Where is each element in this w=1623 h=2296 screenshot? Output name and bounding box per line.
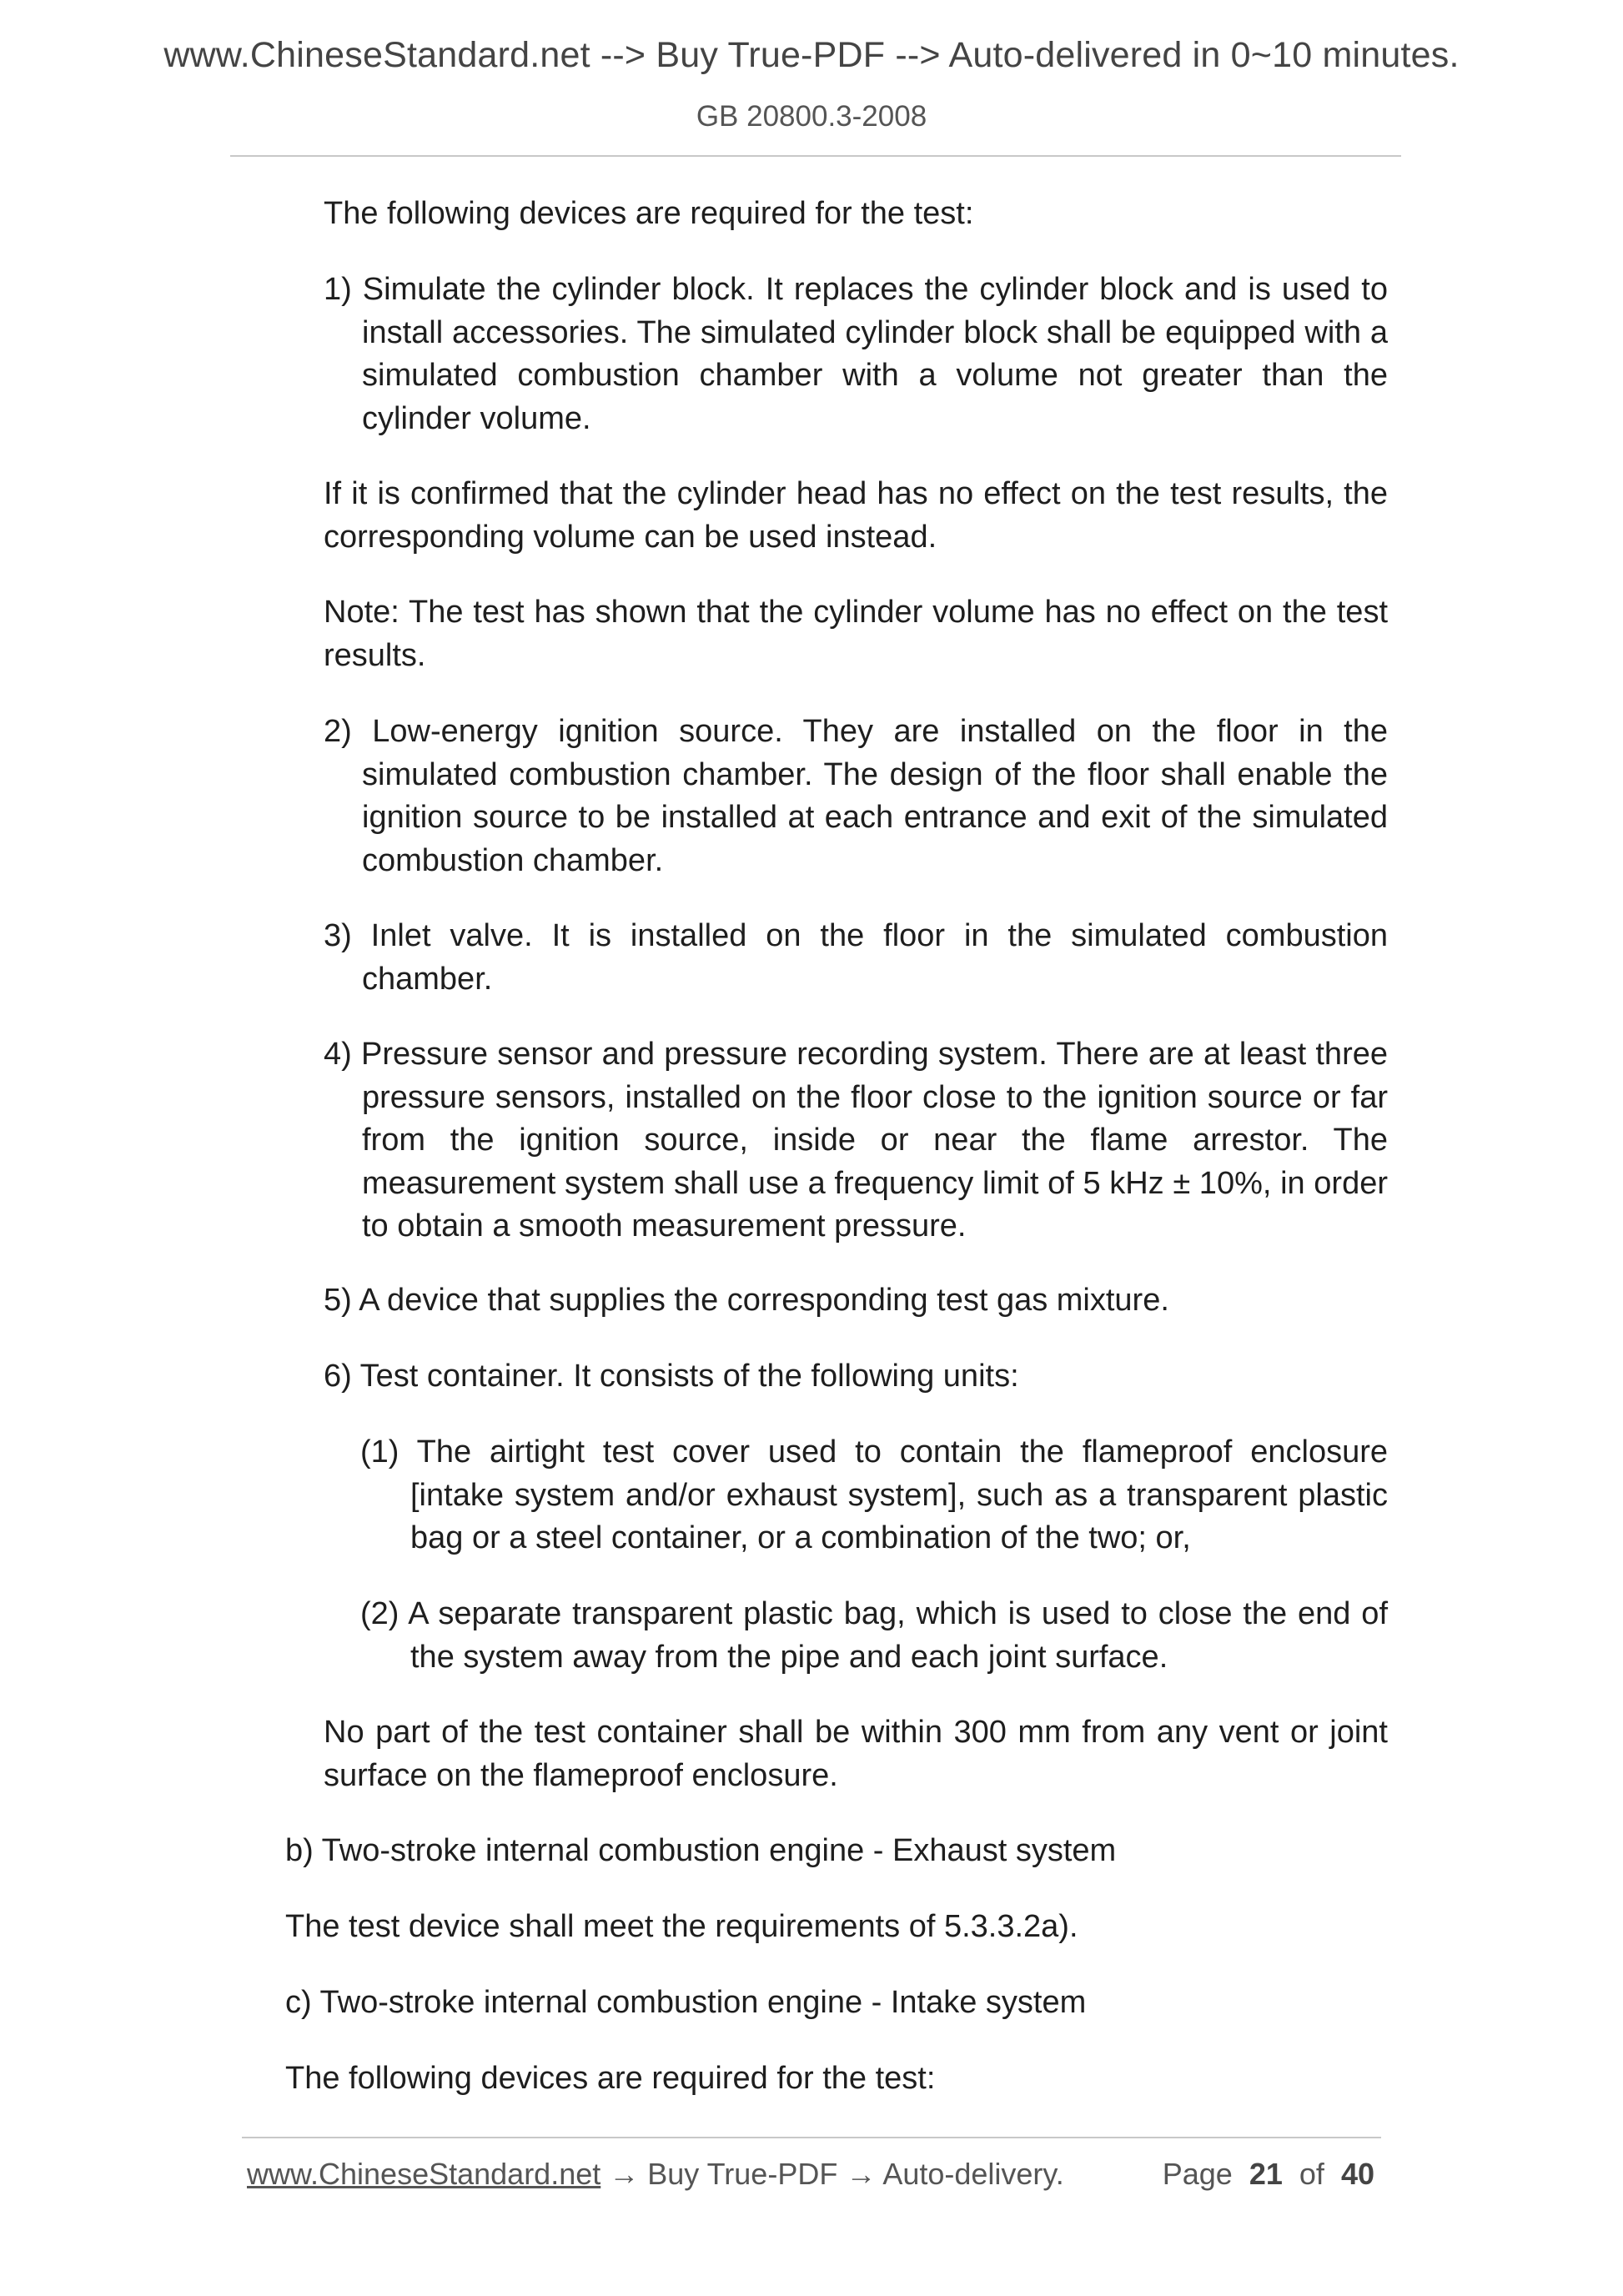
list-item-1: 1) Simulate the cylinder block. It replaces the cylinder block and is used to install accessories. The simulated cylinder block shall be equipped with a simulated combustion chamber with a volume not greater than the cylinder volume.: [324, 272, 1388, 436]
of-label: of: [1299, 2157, 1324, 2191]
page-number: 21: [1249, 2157, 1283, 2191]
list-item-6: 6) Test container. It consists of the following units:: [324, 1359, 1019, 1394]
section-c-text: The following devices are required for the test:: [285, 2061, 936, 2096]
footer-divider: [242, 2137, 1381, 2138]
section-c-heading: c) Two-stroke internal combustion engine - Intake system: [285, 1985, 1087, 2020]
list-item-5: 5) A device that supplies the corresponding test gas mixture.: [324, 1283, 1169, 1318]
sub-item-1: (1) The airtight test cover used to contain the flameproof enclosure [intake system and/or exhaust system], such as a transparent plastic bag or a steel container, or a combination of the two; or,: [360, 1434, 1388, 1555]
intro-paragraph: The following devices are required for the test:: [324, 196, 974, 231]
sub-item-2: (2) A separate transparent plastic bag, which is used to close the end of the system away from the pipe and each joint surface.: [360, 1596, 1388, 1675]
list-item-2: 2) Low-energy ignition source. They are installed on the floor in the simulated combustion chamber. The design of the floor shall enable the ignition source to be installed at each entrance and exit of the simulated combustion chamber.: [324, 714, 1388, 878]
footer-site-link[interactable]: www.ChineseStandard.net: [247, 2157, 601, 2191]
page-indicator: [1163, 2157, 1374, 2192]
total-pages: 40: [1340, 2157, 1374, 2191]
footer-tagline: → Buy True-PDF → Auto-delivery.: [600, 2157, 1064, 2191]
section-b-text: The test device shall meet the requirements of 5.3.3.2a).: [285, 1909, 1078, 1944]
list-item-4: 4) Pressure sensor and pressure recording system. There are at least three pressure sensors, installed on the floor close to the ignition source or far from the ignition source, inside or near the flame arrestor. The measurement system shall use a frequency limit of 5 kHz ± 10%, in order to obtain a smooth measurement pressure.: [324, 1037, 1388, 1243]
cylinder-head-paragraph: If it is confirmed that the cylinder head has no effect on the test results, the corresponding volume can be used instead.: [324, 476, 1388, 555]
note-paragraph: Note: The test has shown that the cylinder volume has no effect on the test results.: [324, 595, 1388, 673]
container-rule-paragraph: No part of the test container shall be within 300 mm from any vent or joint surface on the flameproof enclosure.: [324, 1715, 1388, 1793]
section-b-heading: b) Two-stroke internal combustion engine - Exhaust system: [285, 1833, 1117, 1868]
standard-code: GB 20800.3-2008: [696, 100, 927, 133]
header-divider: [230, 155, 1401, 157]
footer-promo: [247, 2157, 1064, 2192]
page-label: Page: [1162, 2157, 1233, 2191]
list-item-3: 3) Inlet valve. It is installed on the floor in the simulated combustion chamber.: [324, 918, 1388, 997]
site-banner: www.ChineseStandard.net --> Buy True-PDF --> Auto-delivered in 0~10 minutes.: [163, 35, 1460, 75]
